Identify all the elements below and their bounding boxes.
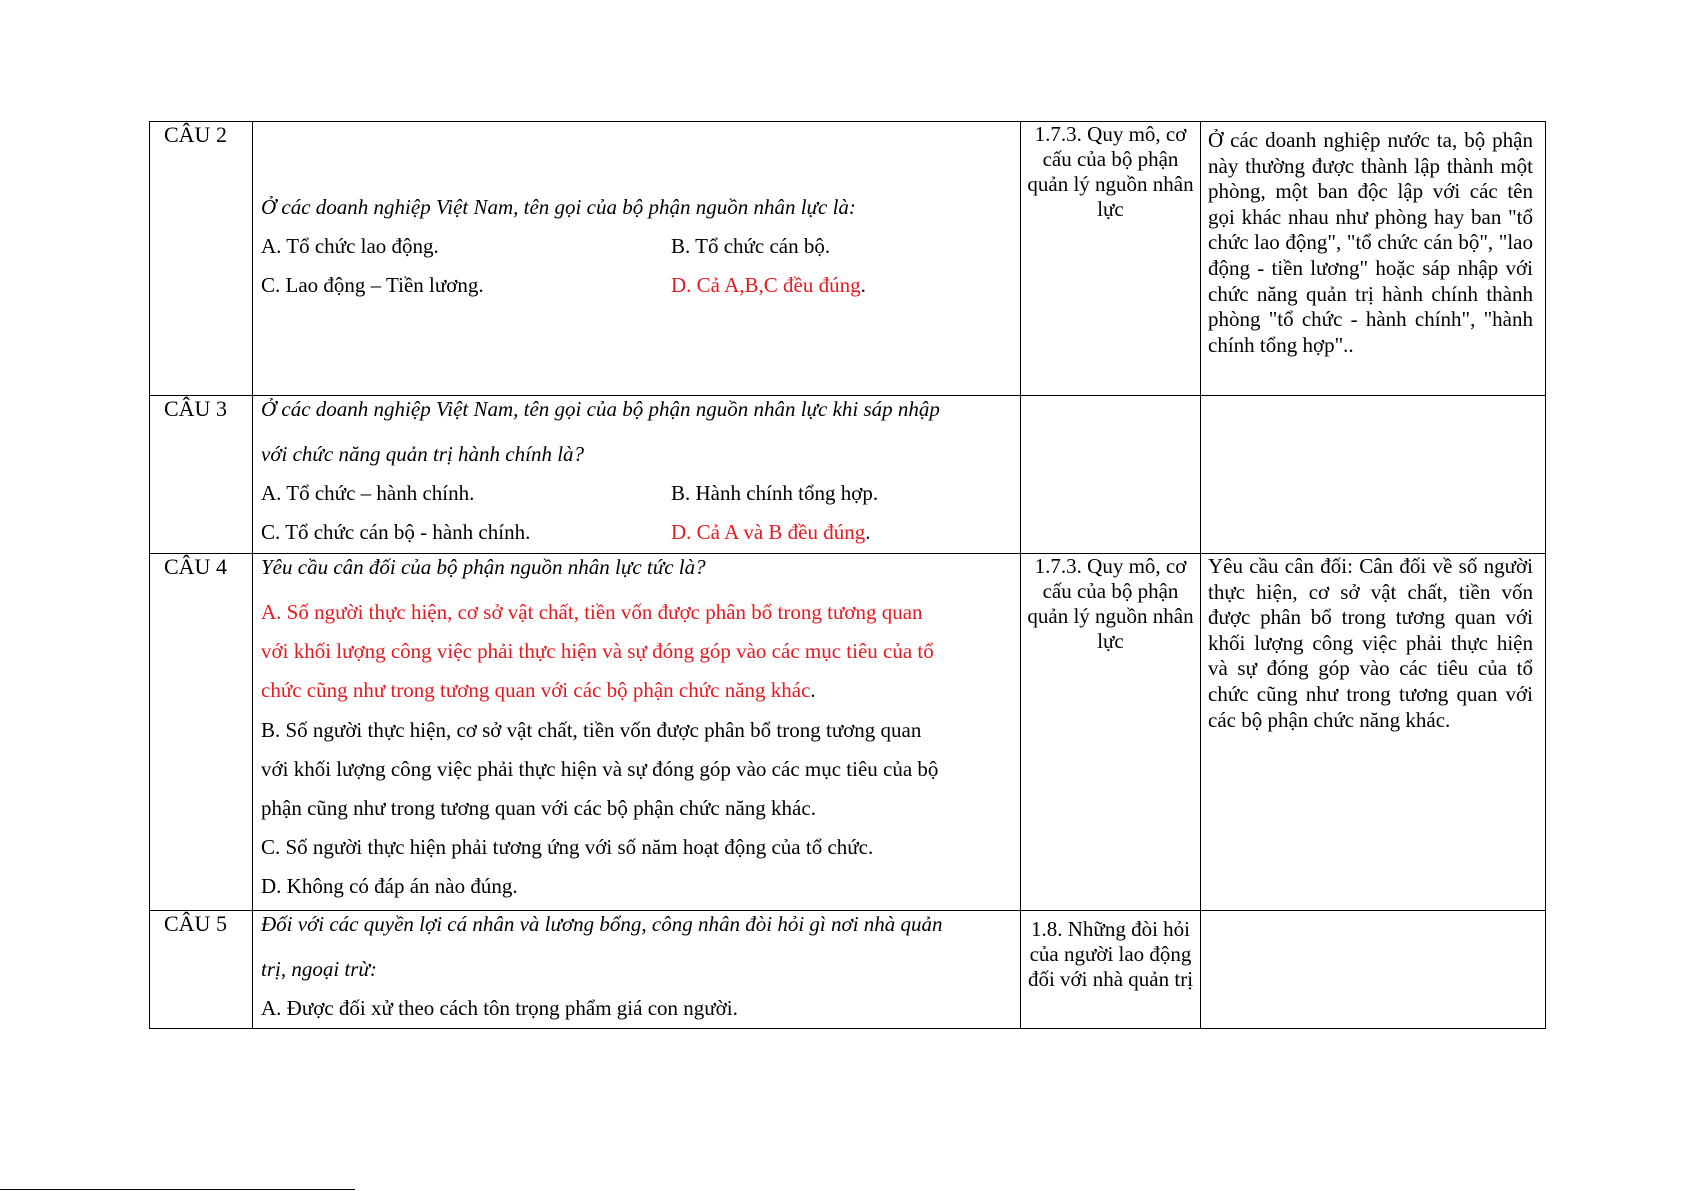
question-number-cell (150, 911, 253, 1029)
question-row-3 (150, 396, 1546, 554)
question-cell (253, 911, 1021, 1029)
section-reference-cell (1021, 911, 1201, 1029)
question-stem-line: với chức năng quản trị hành chính là? (261, 442, 585, 466)
option-d-correct (671, 266, 866, 305)
question-number: CÂU 3 (164, 396, 227, 421)
option-a: A. Tổ chức – hành chính. (261, 481, 475, 506)
question-stem: Ở các doanh nghiệp Việt Nam, tên gọi của bộ phận nguồn nhân lực là: (261, 195, 856, 219)
question-number-cell (150, 396, 253, 554)
question-stem: Yêu cầu cân đối của bộ phận nguồn nhân lực tức là? (261, 555, 706, 579)
explanation-cell (1201, 911, 1546, 1029)
question-number: CÂU 4 (164, 554, 227, 579)
footnote-separator (0, 1189, 355, 1190)
question-number-cell (150, 122, 253, 396)
option-row (261, 474, 1012, 513)
option-d-tail: . (860, 273, 866, 298)
option-c: C. Tổ chức cán bộ - hành chính. (261, 520, 531, 545)
option-d-tail: . (865, 520, 871, 545)
option-a: A. Tổ chức lao động. (261, 234, 439, 259)
question-stem-line: Đối với các quyền lợi cá nhân và lương bổng, công nhân đòi hỏi gì nơi nhà quản (261, 912, 943, 936)
option-a: A. Được đối xử theo cách tôn trọng phẩm giá con người. (261, 996, 738, 1021)
option-a-correct-line (261, 671, 1012, 710)
option-b: B. Hành chính tổng hợp. (671, 481, 879, 506)
option-a-correct-line: A. Số người thực hiện, cơ sở vật chất, tiền vốn được phân bổ trong tương quan (261, 600, 923, 624)
explanation-cell (1201, 396, 1546, 554)
option-b-line: với khối lượng công việc phải thực hiện và sự đóng góp vào các mục tiêu của bộ (261, 756, 939, 781)
section-reference: 1.8. Những đòi hỏi của người lao động đối với nhà quản trị (1027, 917, 1194, 991)
question-stem-line: trị, ngoại trừ: (261, 957, 377, 981)
explanation-cell (1201, 554, 1546, 911)
question-row-2 (150, 122, 1546, 396)
section-reference: 1.7.3. Quy mô, cơ cấu của bộ phận quản lý nguồn nhân lực (1027, 122, 1194, 221)
explanation-text: Yêu cầu cân đối: Cân đối về số người thực hiện, cơ sở vật chất, tiền vốn được phân bổ trong tương quan với khối lượng công việc phải thực hiện và sự đóng góp vào các tiêu của tổ chức cũng như trong tương quan với các bộ phận chức năng khác. (1208, 554, 1533, 732)
option-row (261, 266, 1012, 305)
question-stem-line: Ở các doanh nghiệp Việt Nam, tên gọi của bộ phận nguồn nhân lực khi sáp nhập (261, 397, 940, 421)
correct-answer-text: chức cũng như trong tương quan với các bộ phận chức năng khác (261, 678, 811, 703)
option-b-line: B. Số người thực hiện, cơ sở vật chất, tiền vốn được phân bổ trong tương quan (261, 717, 922, 742)
option-b: B. Tổ chức cán bộ. (671, 234, 831, 259)
question-cell (253, 554, 1021, 911)
option-a-tail: . (810, 678, 816, 703)
question-number-cell (150, 554, 253, 911)
question-table (149, 121, 1546, 1029)
section-reference: 1.7.3. Quy mô, cơ cấu của bộ phận quản lý nguồn nhân lực (1027, 554, 1194, 653)
option-b-line: phận cũng như trong tương quan với các bộ phận chức năng khác. (261, 796, 816, 821)
question-number: CÂU 5 (164, 911, 227, 936)
section-reference-cell (1021, 122, 1201, 396)
option-c: C. Lao động – Tiền lương. (261, 273, 484, 298)
option-c: C. Số người thực hiện phải tương ứng với số năm hoạt động của tổ chức. (261, 835, 874, 860)
question-number: CÂU 2 (164, 122, 227, 147)
option-a-correct-line: với khối lượng công việc phải thực hiện và sự đóng góp vào các mục tiêu của tổ (261, 639, 934, 664)
question-cell (253, 396, 1021, 554)
correct-answer-text: D. Cả A và B đều đúng (671, 520, 866, 545)
option-row (261, 227, 1012, 266)
section-reference-cell (1021, 554, 1201, 911)
section-reference-cell (1021, 396, 1201, 554)
option-d: D. Không có đáp án nào đúng. (261, 874, 518, 899)
question-row-4 (150, 554, 1546, 911)
question-row-5 (150, 911, 1546, 1029)
option-row (261, 513, 1012, 552)
question-cell (253, 122, 1021, 396)
correct-answer-text: D. Cả A,B,C đều đúng (671, 273, 861, 298)
explanation-cell (1201, 122, 1546, 396)
option-d-correct (671, 513, 871, 552)
explanation-text: Ở các doanh nghiệp nước ta, bộ phận này thường được thành lập thành một phòng, một ban độc lập với các tên gọi khác nhau như phòng hay ban "tổ chức lao động", "tổ chức cán bộ", "lao động - tiền lương" hoặc sáp nhập với chức năng quản trị hành chính thành phòng "tổ chức - hành chính", "hành chính tổng hợp".. (1208, 128, 1533, 357)
